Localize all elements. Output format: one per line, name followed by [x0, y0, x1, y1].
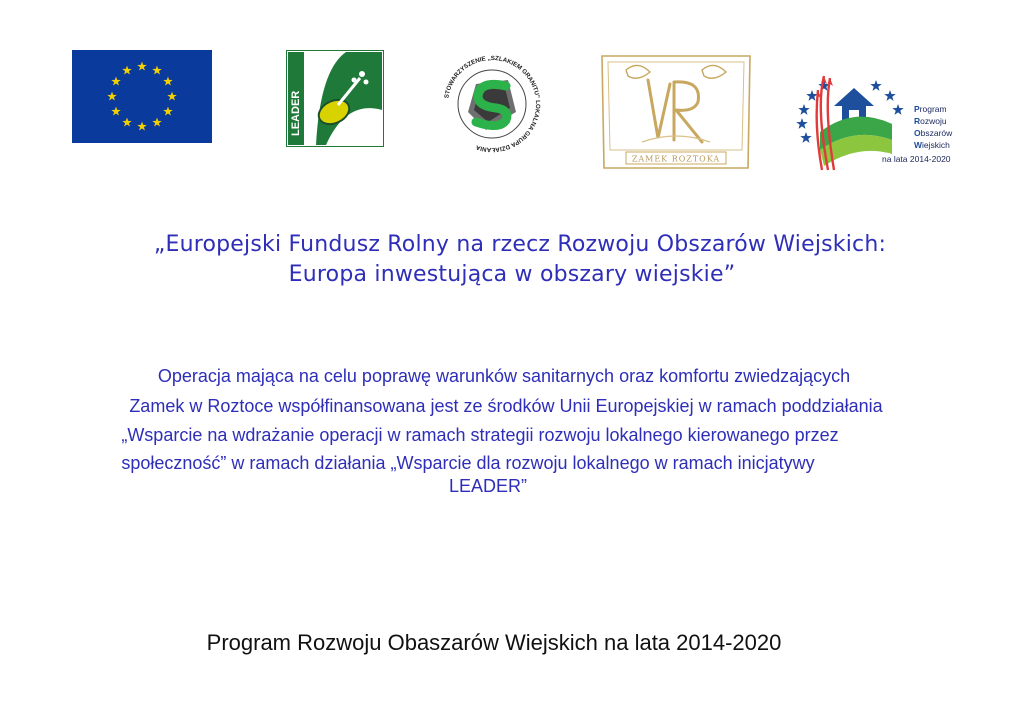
svg-text:Obszarów: Obszarów: [914, 128, 953, 138]
prow-star-icon: [892, 104, 903, 115]
headline-line-2: Europa inwestująca w obszary wiejskie”: [288, 262, 736, 287]
svg-text:Rozwoju: Rozwoju: [914, 116, 947, 126]
leader-logo-text: LEADER: [290, 90, 302, 136]
eu-flag-icon: [72, 50, 212, 143]
prow-star-icon: [884, 90, 895, 101]
leader-logo-icon: [286, 50, 384, 147]
body-line-1: Operacja mająca na celu poprawę warunków sanitarnych oraz komfortu zwiedzających: [157, 366, 851, 386]
prow-star-icon: [798, 104, 809, 115]
lgd-ring-text: STOWARZYSZENIE „SZLAKIEM GRANITU” LOKALNA GRUPA DZIAŁANIA: [443, 54, 542, 154]
body-line-4: społeczność” w ramach działania „Wsparcie dla rozwoju lokalnego w ramach inicjatywy: [121, 453, 815, 473]
headline-line-1: „Europejski Fundusz Rolny na rzecz Rozwoju Obszarów Wiejskich:: [153, 232, 887, 257]
prow-logo-icon: [794, 66, 964, 176]
zamek-roztoka-logo-icon: [598, 50, 754, 174]
prow-line-1: rogram: [919, 104, 947, 114]
body-line-2: Zamek w Roztoce współfinansowana jest ze środków Unii Europejskiej w ramach poddziałania: [129, 396, 883, 416]
prow-star-icon: [870, 80, 881, 91]
zamek-logo-text: ZAMEK ROZTOKA: [631, 154, 721, 164]
body-line-5: LEADER”: [448, 476, 528, 496]
prow-star-icon: [796, 118, 807, 129]
prow-star-icon: [800, 132, 811, 143]
body-line-3: „Wsparcie na wdrażanie operacji w ramach strategii rozwoju lokalnego kierowanego przez: [121, 425, 839, 445]
svg-text:Program: Program: [914, 104, 947, 114]
footer-program-name: Program Rozwoju Obaszarów Wiejskich na lata 2014-2020: [206, 630, 782, 655]
prow-years: na lata 2014-2020: [882, 154, 951, 164]
svg-text:Wiejskich: Wiejskich: [914, 140, 950, 150]
lgd-logo-icon: [436, 50, 548, 158]
